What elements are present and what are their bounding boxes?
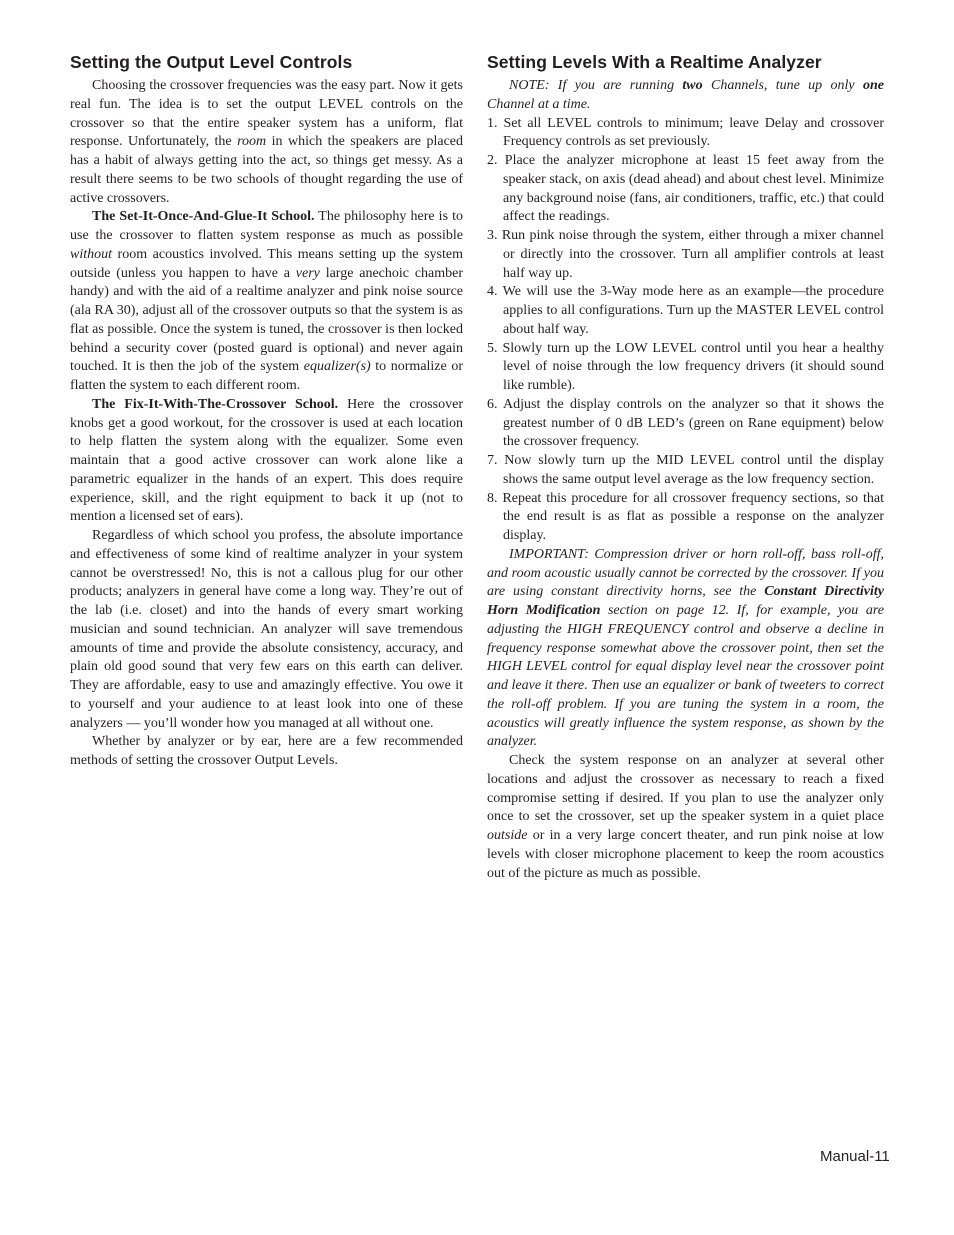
list-item: 5. Slowly turn up the LOW LEVEL control until you hear a healthy level of noise through the low frequency drivers (it should sound like rumble). — [487, 340, 884, 393]
set-it-once-title: The Set-It-Once-And-Glue-It School. — [92, 209, 315, 225]
section-heading-output-level: Setting the Output Level Controls — [70, 52, 353, 72]
list-item: 4. We will use the 3-Way mode here as an example—the procedure applies to all configurations. Turn up the MASTER LEVEL control about half way. — [487, 284, 884, 337]
regardless-paragraph: Regardless of which school you profess, the absolute importance and effectiveness of some kind of realtime analyzer in your system cannot be overstressed! No, this is not a callous plug for our other products; analyzers in general have come a long way. They’re out of the lab (i.e. closet) and into the hands of every smart working musician and sound technician. An analyzer will save tremendous amounts of time and provide the absolute consistency, accuracy, and plain old good sound that very few ears on this earth can deliver. They are affordable, easy to use and amazingly effective. You owe it to yourself and your audience to at least look into one of these analyzers — you’ll wonder how you managed at all without one. — [70, 528, 463, 731]
list-item: 3. Run pink noise through the system, either through a mixer channel or directly into the crossover. Turn all amplifier controls at least half way up. — [487, 228, 884, 281]
whether-paragraph: Whether by analyzer or by ear, here are a few recommended methods of setting the crossover Output Levels. — [70, 734, 463, 768]
check-paragraph: Check the system response on an analyzer at several other locations and adjust the crossover as necessary to reach a fixed compromise setting if desired. If you plan to use the analyzer only once to set the crossover, set up the speaker system in a quiet place outside or in a very large concert theater, and run pink noise at low levels with closer microphone placement to keep the room acoustics out of the picture as much as possible. — [487, 753, 884, 881]
fix-it-title: The Fix-It-With-The-Crossover School. — [92, 396, 339, 412]
page-number: Manual-11 — [820, 1148, 890, 1165]
right-column — [487, 52, 884, 883]
list-item: 7. Now slowly turn up the MID LEVEL control until the display shows the same output level average as the low frequency section. — [487, 453, 884, 487]
set-it-once-paragraph: The Set-It-Once-And-Glue-It School. The philosophy here is to use the crossover to flatten system response as much as possible without room acoustics involved. This means setting up the system outside (unless you happen to have a very large anechoic chamber handy) and with the aid of a realtime analyzer and pink noise source (ala RA 30), adjust all of the crossover outputs so that the system is as flat as possible. Once the system is tuned, the crossover is then locked behind a security cover (posted guard is optional) and never again touched. It is then the job of the system equalizer(s) to normalize or flatten the system to each different room. — [70, 209, 464, 393]
cross-reference: Constant Directivity Horn Modification — [487, 584, 885, 618]
section-heading-realtime-analyzer: Setting Levels With a Realtime Analyzer — [487, 52, 822, 72]
list-item: 1. Set all LEVEL controls to minimum; leave Delay and crossover Frequency controls as set previously. — [487, 115, 884, 150]
fix-it-paragraph: The Fix-It-With-The-Crossover School. Here the crossover knobs get a good workout, for the crossover is used at each location to help flatten the system along with the equalizer. Some even maintain that a good active crossover can work alone like a parametric equalizer in the hands of an expert. This does require experience, skill, and the right equipment to back it up (not to mention a licensed set of ears). — [70, 396, 463, 525]
intro-paragraph: Choosing the crossover frequencies was the easy part. Now it gets real fun. The idea is to set the output LEVEL controls on the crossover so that the entire speaker system has a uniform, flat response. Unfortunately, the room in which the speakers are placed has a habit of always getting into the act, so things get messy. As a result there seems to be two schools of thought regarding the use of active crossovers. — [70, 78, 464, 206]
note-paragraph: NOTE: If you are running two Channels, tune up only one Channel at a time. — [487, 78, 884, 112]
list-item: 2. Place the analyzer microphone at least 15 feet away from the speaker stack, on axis (dead ahead) and about chest level. Minimize any background noise (fans, air conditioners, traffic, etc.) that could affect the readings. — [487, 153, 884, 225]
list-item: 8. Repeat this procedure for all crossover frequency sections, so that the end result is as flat as possible a response on the analyzer display. — [487, 490, 884, 543]
list-item: 6. Adjust the display controls on the analyzer so that it shows the greatest number of 0 dB LED’s (green on Rane equipment) below the crossover frequency. — [487, 396, 884, 450]
important-paragraph: IMPORTANT: Compression driver or horn roll-off, bass roll-off, and room acoustic usually cannot be corrected by the crossover. If you are using constant directivity horns, see the Constant Directivity Horn Modification section on page 12. If, for example, you are adjusting the HIGH FREQUENCY control and observe a decline in frequency response somewhat above the crossover point, then set the HIGH LEVEL control for equal display level near the crossover point and leave it there. Then use an equalizer or bank of tweeters to correct the roll-off problem. If you are tuning the system in a room, the acoustics will greatly influence the system response, as shown by the analyzer. — [487, 546, 885, 750]
left-column — [70, 52, 463, 771]
steps-list — [487, 115, 884, 546]
